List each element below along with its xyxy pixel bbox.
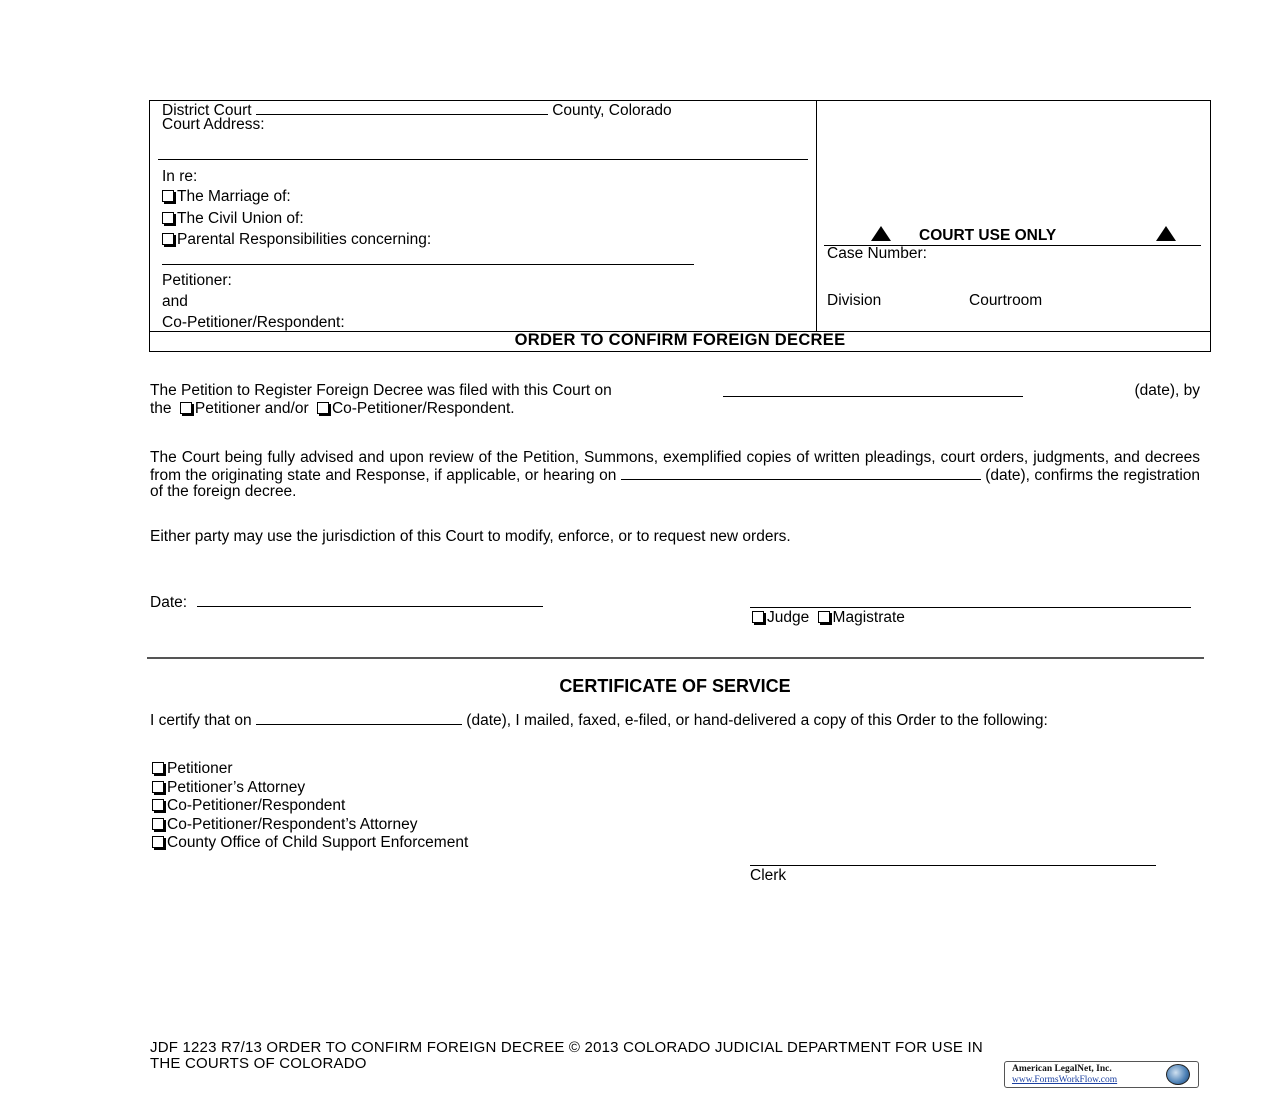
recipient-item[interactable]: Petitioner [152,761,232,777]
caption-border-left [149,100,150,352]
judge-magistrate-options: Judge Magistrate [752,610,905,626]
parental-names-underline [162,264,694,265]
checkbox-icon[interactable] [752,611,764,623]
certificate-text: I certify that on (date), I mailed, faxed, e-filed, or hand-delivered a copy of this Order to the following: [150,712,1048,729]
option-civil-union[interactable]: The Civil Union of: [162,211,304,227]
option-parental-responsibilities[interactable]: Parental Responsibilities concerning: [162,232,431,248]
footer-line-1: JDF 1223 R7/13 ORDER TO CONFIRM FOREIGN DECREE © 2013 COLORADO JUDICIAL DEPARTMENT FOR USE IN [150,1039,983,1056]
recipient-item[interactable]: Petitioner’s Attorney [152,780,305,796]
logo-company-name: American LegalNet, Inc. [1012,1064,1112,1074]
district-court-line: District Court County, Colorado [162,102,672,119]
recipient-item[interactable]: Co-Petitioner/Respondent [152,798,345,814]
option-marriage[interactable]: The Marriage of: [162,189,291,205]
logo-website-link[interactable]: www.FormsWorkFlow.com [1012,1075,1118,1085]
date-line: Date: [150,593,543,611]
caption-border-bottom [149,351,1211,352]
checkbox-icon[interactable] [162,212,174,224]
legalnet-logo[interactable] [1004,1061,1199,1088]
division-label: Division [827,292,882,309]
checkbox-icon[interactable] [152,781,164,793]
jurisdiction-paragraph: Either party may use the jurisdiction of this Court to modify, enforce, or to request new orders. [150,528,791,545]
certificate-title: CERTIFICATE OF SERVICE [559,676,791,696]
checkbox-icon[interactable] [152,799,164,811]
order-date-blank[interactable] [197,593,543,607]
court-address-label: Court Address: [162,116,265,133]
section-divider [147,657,1204,659]
clerk-label: Clerk [750,867,787,884]
caption-border-right [1210,100,1211,352]
hearing-date-blank[interactable] [621,466,981,480]
court-use-only-label: COURT USE ONLY [919,227,1057,244]
checkbox-icon[interactable] [152,762,164,774]
court-address-underline [158,159,808,160]
checkbox-icon[interactable] [152,818,164,830]
checkbox-icon[interactable] [317,402,329,414]
checkbox-icon[interactable] [152,836,164,848]
recipient-item[interactable]: County Office of Child Support Enforcement [152,835,468,851]
county-blank[interactable] [256,101,548,115]
caption-divider [816,100,817,331]
review-paragraph: The Court being fully advised and upon review of the Petition, Summons, exemplified copies of written pleadings, court orders, judgments, and decrees from the originating state and Response, if applicable, or hearing on (date), confirms the registration of the foreign decree. [150,449,1201,500]
checkbox-icon[interactable] [818,611,830,623]
triangle-up-icon [1156,226,1176,241]
co-petitioner-label: Co-Petitioner/Respondent: [162,314,345,331]
petition-filed-line: The Petition to Register Foreign Decree was filed with this Court on (date), by [150,382,1200,399]
triangle-up-icon [871,226,891,241]
petitioner-label: Petitioner: [162,272,232,289]
filed-by-line: the Petitioner and/or Co-Petitioner/Respondent. [150,400,515,417]
recipient-item[interactable]: Co-Petitioner/Respondent’s Attorney [152,817,417,833]
checkbox-icon[interactable] [180,402,192,414]
form-title: ORDER TO CONFIRM FOREIGN DECREE [514,331,846,349]
service-date-blank[interactable] [256,711,462,725]
courtroom-label: Courtroom [969,292,1043,309]
judge-signature-line[interactable] [750,607,1191,608]
and-label: and [162,293,188,310]
globe-icon [1166,1064,1190,1085]
footer-line-2: THE COURTS OF COLORADO [150,1055,367,1072]
in-re-label: In re: [162,168,198,185]
checkbox-icon[interactable] [162,233,174,245]
checkbox-icon[interactable] [162,190,174,202]
clerk-signature-line[interactable] [750,865,1156,866]
filed-date-blank[interactable] [723,383,1023,397]
case-number-label: Case Number: [827,245,927,262]
